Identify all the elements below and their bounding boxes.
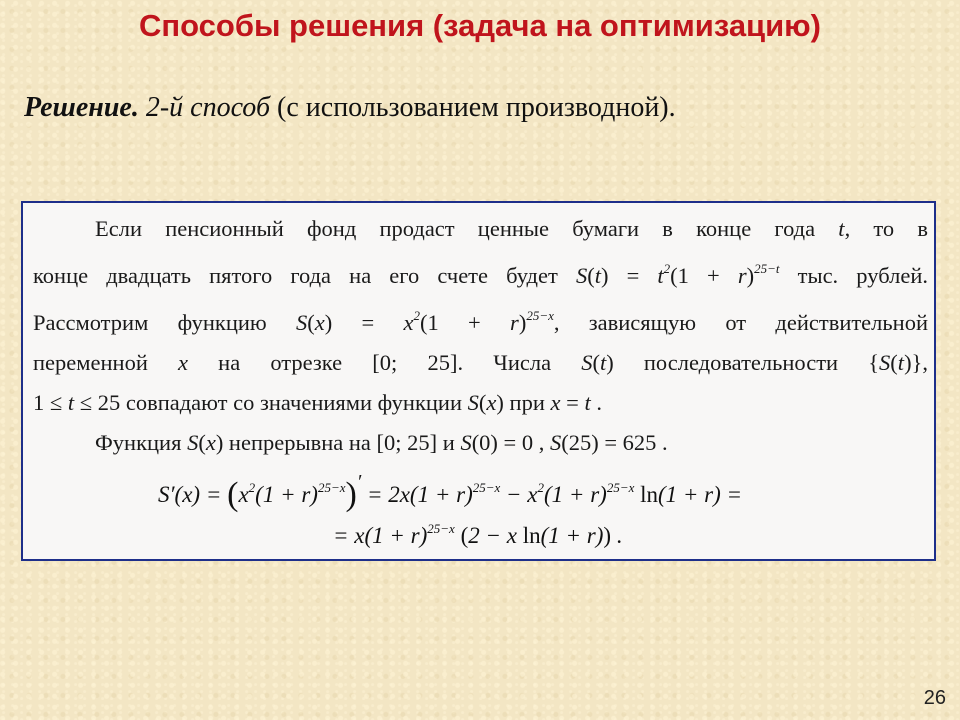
solution-subtitle [24,92,676,124]
text-line-6: Функция S(x) непрерывна на [0; 25] и S(0) = 0 , S(25) = 625 . [95,430,668,455]
derivative-formula-line-2: = $x(1 + r)^{25-x}$ (2 − x ln(1 + r)) . [333,521,623,548]
content-box [21,201,936,561]
method-label: 2-й способ [145,92,271,123]
method-description: (с использованием производной). [277,92,676,123]
text-line-5: 1 ≤ t ≤ 25 совпадают со значениями функции S(x) при x = t . [33,390,602,415]
page-number: 26 [923,687,946,709]
text-line-3: Рассмотрим функцию $S(x) = x^2(1 + r)^{25-x}$, зависящую от действительной [33,308,928,335]
text-line-2: конце двадцать пятого года на его счете будет $S(t) = t^2(1 + r)^{25-t}$ тыс. рублей. [33,261,928,288]
slide-title: Способы решения (задача на оптимизацию) [139,8,821,43]
text-line-4: переменной x на отрезке [0; 25]. Числа S(t) последовательности {S(t)}, [33,350,928,375]
solution-label: Решение. [24,92,139,123]
text-line-1: Если пенсионный фонд продаст ценные бумаги в конце года t, то в [95,216,928,241]
derivative-formula-line-1: $S'(x) = (x^2(1 + r)^{25-x})' = 2x(1 + r)^{25-x} - x^2(1 + r)^{25-x}$ ln(1 + r) = [158,471,743,513]
problem-paragraph [33,209,928,463]
